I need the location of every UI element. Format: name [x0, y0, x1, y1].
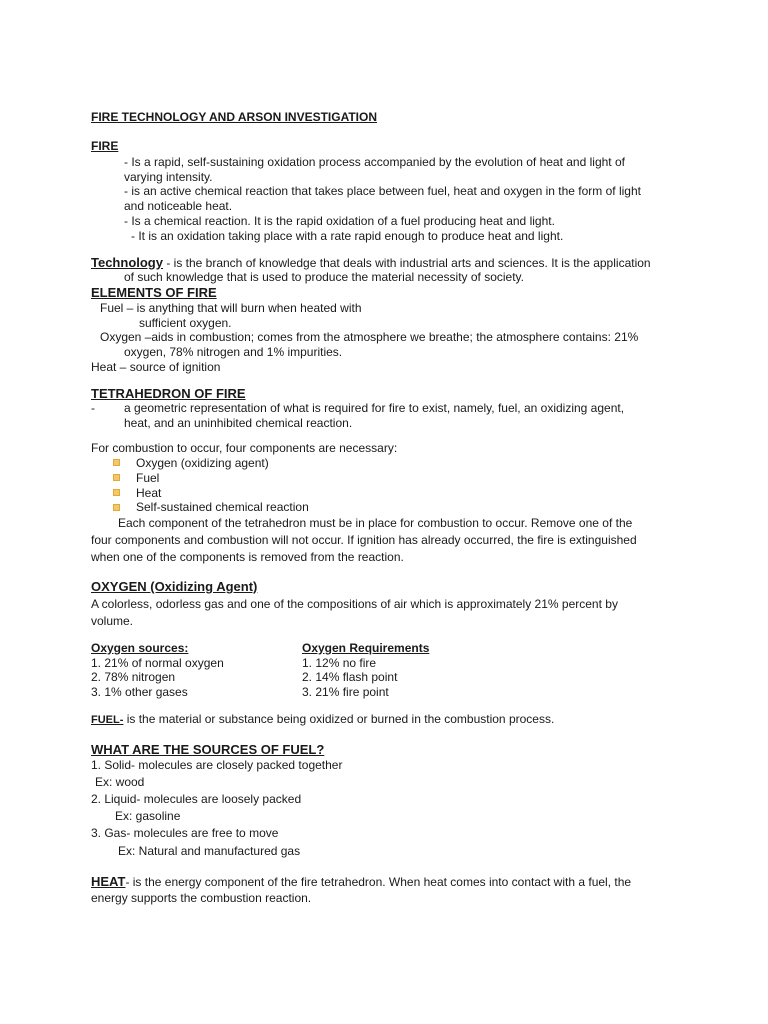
element-oxygen: Oxygen –aids in combustion; comes from the atmosphere we breathe; the atmosphere contains: 21% — [100, 330, 639, 344]
fuel-source-gas-example: Ex: Natural and manufactured gas — [118, 844, 301, 858]
oxygen-requirement-item: 2. 14% flash point — [302, 670, 398, 684]
tetrahedron-dash: - — [91, 401, 95, 415]
tetrahedron-paragraph-2: four components and combustion will not occur. If ignition has already occurred, the fire is extinguished — [91, 533, 637, 547]
heat-definition: - is the energy component of the fire tetrahedron. When heat comes into contact with a fuel, the — [125, 875, 632, 889]
fuel-source-solid-example: Ex: wood — [95, 775, 145, 789]
oxygen-definition: A colorless, odorless gas and one of the compositions of air which is approximately 21% percent by — [91, 597, 618, 611]
fire-definition-4: - It is an oxidation taking place with a rate rapid enough to produce heat and light. — [131, 229, 564, 243]
bullet-icon — [113, 459, 120, 466]
technology-term: Technology — [91, 255, 163, 270]
fuel-source-liquid-example: Ex: gasoline — [115, 809, 181, 823]
fire-definition-1a: - Is a rapid, self-sustaining oxidation process accompanied by the evolution of heat and light of — [124, 155, 625, 169]
fuel-sources-heading: WHAT ARE THE SOURCES OF FUEL? — [91, 742, 325, 757]
oxygen-sources-heading: Oxygen sources: — [91, 641, 189, 655]
heat-term: HEAT — [91, 874, 126, 889]
oxygen-source-item: 2. 78% nitrogen — [91, 670, 176, 684]
elements-heading: ELEMENTS OF FIRE — [91, 285, 217, 300]
fire-heading: FIRE — [91, 139, 119, 153]
heat-line-1 — [91, 874, 631, 890]
element-fuel-cont: sufficient oxygen. — [139, 316, 232, 330]
bullet-icon — [113, 489, 120, 496]
combustion-intro: For combustion to occur, four components are necessary: — [91, 441, 398, 455]
fire-definition-2b: and noticeable heat. — [124, 199, 233, 213]
fuel-source-gas: 3. Gas- molecules are free to move — [91, 826, 279, 840]
bullet-icon — [113, 474, 120, 481]
heat-definition-cont: energy supports the combustion reaction. — [91, 891, 312, 905]
element-fuel: Fuel – is anything that will burn when heated with — [100, 301, 362, 315]
fuel-source-solid: 1. Solid- molecules are closely packed together — [91, 758, 343, 772]
fire-definition-1b: varying intensity. — [124, 170, 213, 184]
component-oxygen: Oxygen (oxidizing agent) — [136, 456, 269, 470]
oxygen-requirement-item: 1. 12% no fire — [302, 656, 377, 670]
document-title: FIRE TECHNOLOGY AND ARSON INVESTIGATION — [91, 110, 378, 124]
component-fuel: Fuel — [136, 471, 160, 485]
technology-definition: - is the branch of knowledge that deals with industrial arts and sciences. It is the application — [162, 256, 651, 270]
fuel-definition: is the material or substance being oxidized or burned in the combustion process. — [123, 712, 555, 726]
component-heat: Heat — [136, 486, 162, 500]
fuel-definition-line — [91, 712, 554, 728]
tetrahedron-heading: TETRAHEDRON OF FIRE — [91, 386, 246, 401]
element-heat: Heat – source of ignition — [91, 360, 221, 374]
fuel-source-liquid: 2. Liquid- molecules are loosely packed — [91, 792, 302, 806]
tetrahedron-definition: a geometric representation of what is required for fire to exist, namely, fuel, an oxidizing agent, — [124, 401, 625, 415]
oxygen-definition-cont: volume. — [91, 614, 134, 628]
component-chemical-reaction: Self-sustained chemical reaction — [136, 500, 309, 514]
oxygen-heading: OXYGEN (Oxidizing Agent) — [91, 579, 258, 594]
bullet-icon — [113, 504, 120, 511]
tetrahedron-paragraph-3: when one of the components is removed from the reaction. — [91, 550, 404, 564]
element-oxygen-cont: oxygen, 78% nitrogen and 1% impurities. — [124, 345, 343, 359]
fuel-term: FUEL- — [91, 714, 124, 726]
oxygen-requirements-heading: Oxygen Requirements — [302, 641, 430, 655]
oxygen-source-item: 1. 21% of normal oxygen — [91, 656, 224, 670]
oxygen-source-item: 3. 1% other gases — [91, 685, 188, 699]
fire-definition-3: - Is a chemical reaction. It is the rapid oxidation of a fuel producing heat and light. — [124, 214, 555, 228]
technology-definition-cont: of such knowledge that is used to produce the material necessity of society. — [124, 270, 524, 284]
oxygen-requirement-item: 3. 21% fire point — [302, 685, 389, 699]
technology-line-1 — [91, 255, 651, 271]
tetrahedron-paragraph-1: Each component of the tetrahedron must be in place for combustion to occur. Remove one of the — [118, 516, 633, 530]
fire-definition-2a: - is an active chemical reaction that takes place between fuel, heat and oxygen in the form of light — [124, 184, 641, 198]
tetrahedron-definition-cont: heat, and an uninhibited chemical reaction. — [124, 416, 353, 430]
